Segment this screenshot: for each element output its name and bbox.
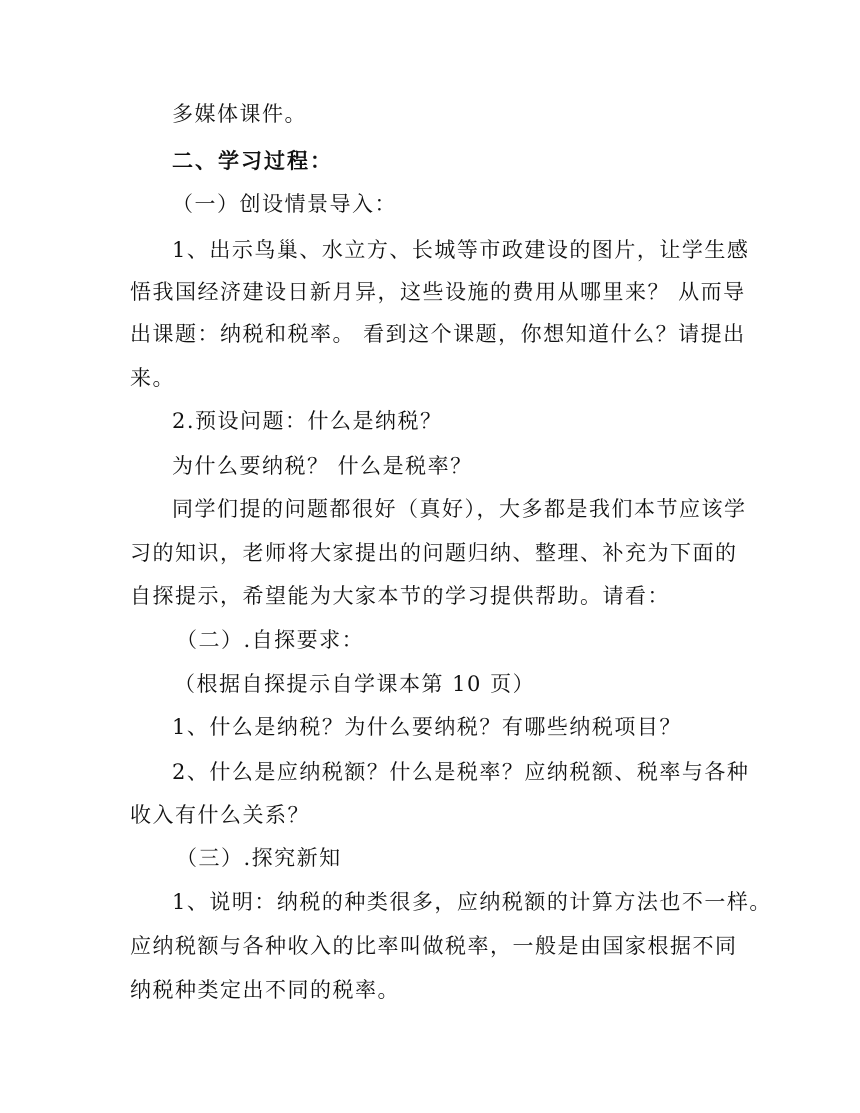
paragraph-line: 2、什么是应纳税额？什么是税率？应纳税额、税率与各种 <box>172 760 750 784</box>
paragraph-line: 自探提示，希望能为大家本节的学习提供帮助。请看： <box>130 584 670 608</box>
subheading-explore-new-knowledge: （三）.探究新知 <box>176 846 342 870</box>
paragraph-line: （根据自探提示自学课本第 10 页） <box>174 672 536 696</box>
subheading-scene-intro: （一）创设情景导入： <box>172 192 397 216</box>
paragraph-line: 为什么要纳税？ 什么是税率？ <box>172 454 473 478</box>
paragraph-line: 来。 <box>130 366 175 390</box>
subheading-self-study-requirements: （二）.自探要求： <box>176 628 365 652</box>
paragraph-line: 1、什么是纳税？为什么要纳税？有哪些纳税项目？ <box>172 715 682 739</box>
section-heading-learning-process: 二、学习过程： <box>172 148 333 173</box>
paragraph-line: 悟我国经济建设日新月异，这些设施的费用从哪里来？ 从而导 <box>130 280 746 304</box>
paragraph-line: 收入有什么关系？ <box>130 803 310 827</box>
paragraph-line: 1、出示鸟巢、水立方、长城等市政建设的图片，让学生感 <box>172 238 750 262</box>
paragraph-line: 应纳税额与各种收入的比率叫做税率，一般是由国家根据不同 <box>130 934 738 958</box>
paragraph-line: 习的知识，老师将大家提出的问题归纳、整理、补充为下面的 <box>130 541 738 565</box>
paragraph-line: 纳税种类定出不同的税率。 <box>130 978 400 1002</box>
paragraph-line: 同学们提的问题都很好（真好），大多都是我们本节应该学 <box>172 497 747 521</box>
paragraph-materials: 多媒体课件。 <box>172 102 307 126</box>
paragraph-line: 出课题：纳税和税率。 看到这个课题，你想知道什么？请提出 <box>130 322 746 346</box>
paragraph-line: 2.预设问题：什么是纳税？ <box>172 409 443 433</box>
paragraph-line: 1、说明：纳税的种类很多，应纳税额的计算方法也不一样。 <box>172 890 772 914</box>
